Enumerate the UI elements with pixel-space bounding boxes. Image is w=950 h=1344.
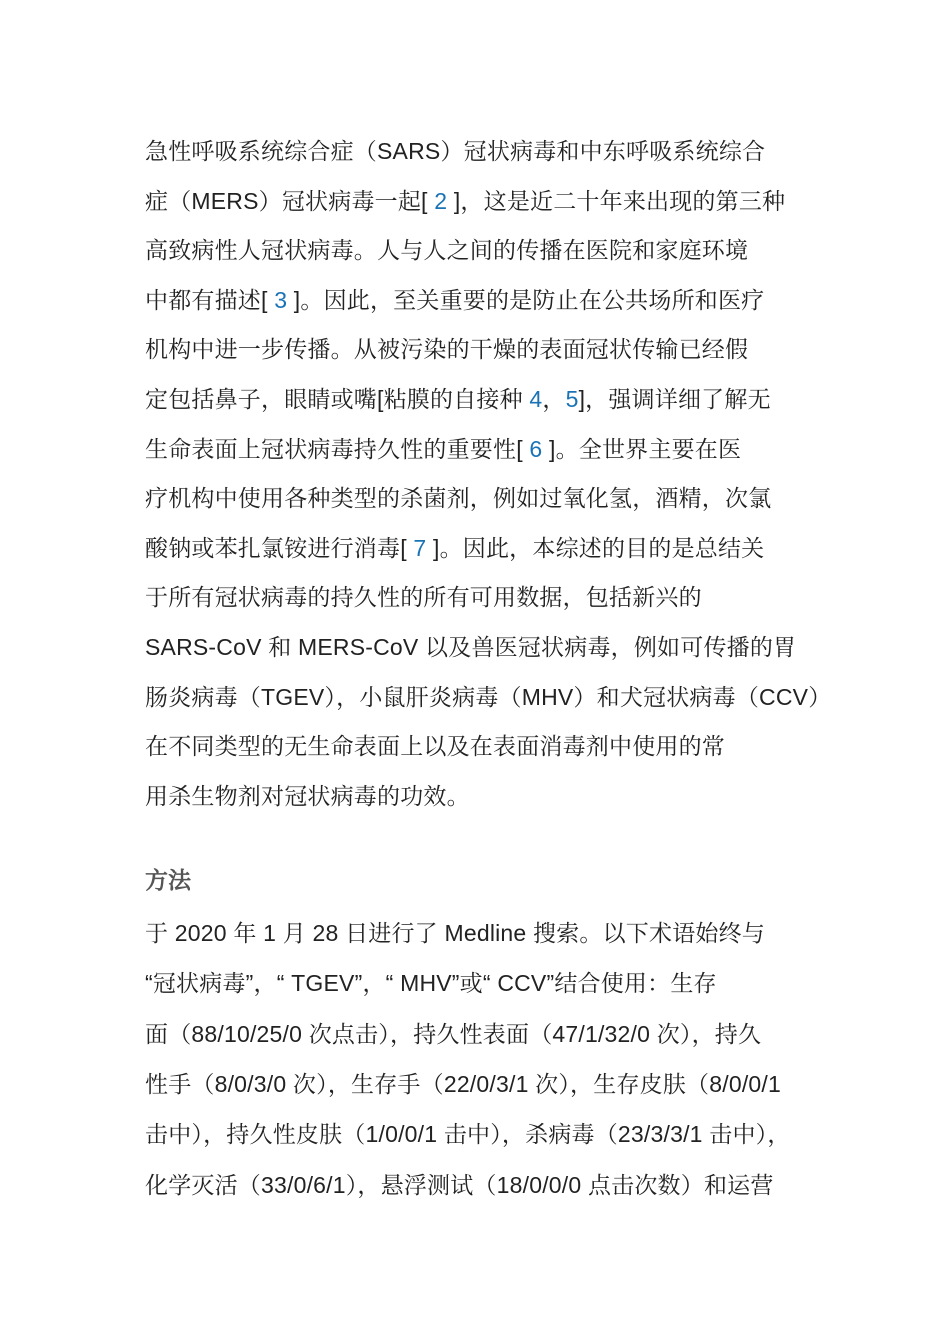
text-span: ]，这是近二十年来出现的第三种 [447, 187, 786, 214]
text-span: ]。因此，至关重要的是防止在公共场所和医疗 [287, 286, 765, 313]
text-span: 性手（8/0/3/0 次），生存手（22/0/3/1 次），生存皮肤（8/0/0/1 [145, 1070, 781, 1097]
text-span: 机构中进一步传播。从被污染的干燥的表面冠状传输已经假 [145, 336, 749, 363]
text-line [145, 183, 810, 216]
text-span: 击中），持久性皮肤（1/0/0/1 击中），杀病毒（23/3/3/1 击中）， [145, 1121, 791, 1148]
reference-link[interactable]: 3 [274, 286, 288, 313]
text-line [145, 133, 810, 166]
text-line [145, 1016, 810, 1049]
text-line [145, 232, 810, 265]
text-span: “冠状病毒”，“ TGEV”，“ MHV”或“ CCV”结合使用：生存 [145, 970, 717, 997]
text-line [145, 331, 810, 364]
text-line [145, 431, 810, 464]
section-heading-methods: 方法 [145, 868, 191, 894]
text-span: 酸钠或苯扎氯铵进行消毒[ [145, 534, 414, 561]
text-span: 症（MERS）冠状病毒一起[ [145, 187, 435, 214]
text-span: ]。因此，本综述的目的是总结关 [426, 534, 765, 561]
text-span: 肠炎病毒（TGEV），小鼠肝炎病毒（MHV）和犬冠状病毒（CCV） [145, 683, 832, 710]
text-span: 化学灭活（33/0/6/1），悬浮测试（18/0/0/0 点击次数）和运营 [145, 1171, 774, 1198]
text-line [145, 1167, 810, 1200]
text-span: 高致病性人冠状病毒。人与人之间的传播在医院和家庭环境 [145, 237, 749, 264]
text-span: ， [542, 386, 566, 412]
text-line [145, 629, 810, 662]
text-line [145, 381, 810, 414]
text-span: 于所有冠状病毒的持久性的所有可用数据，包括新兴的 [145, 584, 702, 611]
reference-link[interactable]: 5 [565, 386, 579, 412]
text-line [145, 480, 810, 513]
reference-link[interactable]: 7 [413, 534, 427, 561]
text-line [145, 530, 810, 563]
text-span: 于 2020 年 1 月 28 日进行了 Medline 搜索。以下术语始终与 [145, 920, 766, 946]
text-span: 中都有描述[ [145, 286, 275, 313]
text-line [145, 778, 810, 811]
text-span: 急性呼吸系统综合症（SARS）冠状病毒和中东呼吸系统综合 [145, 138, 766, 164]
text-span: ]，强调详细了解无 [578, 386, 771, 412]
reference-link[interactable]: 2 [434, 187, 448, 214]
text-line [145, 728, 810, 761]
reference-link[interactable]: 4 [529, 386, 543, 412]
text-line [145, 1066, 810, 1099]
text-span: 定包括鼻子，眼睛或嘴[粘膜的自接种 [145, 386, 530, 412]
text-span: 在不同类型的无生命表面上以及在表面消毒剂中使用的常 [145, 733, 725, 760]
text-span: 生命表面上冠状病毒持久性的重要性[ [145, 435, 530, 462]
reference-link[interactable]: 6 [529, 435, 543, 462]
text-span: SARS-CoV 和 MERS-CoV 以及兽医冠状病毒，例如可传播的胃 [145, 634, 797, 660]
text-span: 面（88/10/25/0 次点击），持久性表面（47/1/32/0 次），持久 [145, 1020, 762, 1047]
text-line [145, 579, 810, 612]
text-line [145, 915, 810, 948]
text-span: ]。全世界主要在医 [542, 435, 742, 462]
text-line [145, 1116, 810, 1149]
text-line [145, 679, 832, 712]
text-line [145, 282, 810, 315]
text-span: 用杀生物剂对冠状病毒的功效。 [145, 782, 470, 809]
text-span: 疗机构中使用各种类型的杀菌剂，例如过氧化氢，酒精，次氯 [145, 485, 772, 512]
text-line [145, 965, 810, 998]
